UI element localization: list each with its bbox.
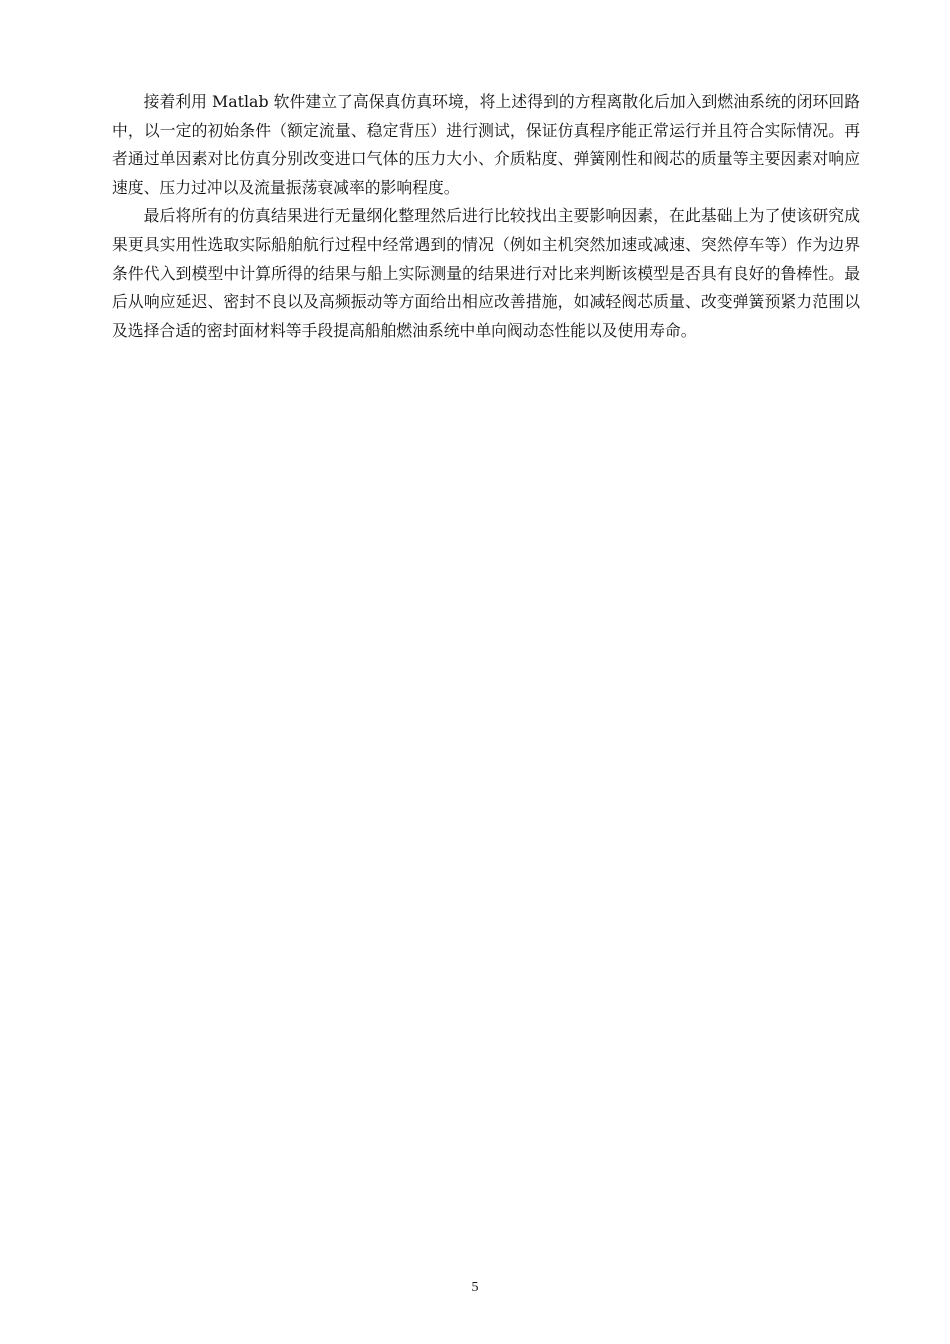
page-number: 5 bbox=[471, 1280, 479, 1295]
paragraph-simulation-setup: 接着利用 Matlab 软件建立了高保真仿真环境，将上述得到的方程离散化后加入到燃油系统的闭环回路中，以一定的初始条件（额定流量、稳定背压）进行测试，保证仿真程序能正常运行并且符合实际情况。再者通过单因素对比仿真分别改变进口气体的压力大小、介质粘度、弹簧刚性和阀芯的质量等主要因素对响应速度、压力过冲以及流量振荡衰减率的影响程度。 bbox=[112, 92, 860, 197]
body-text bbox=[112, 88, 860, 345]
paragraph-results-analysis: 最后将所有的仿真结果进行无量纲化整理然后进行比较找出主要影响因素，在此基础上为了使该研究成果更具实用性选取实际船舶航行过程中经常遇到的情况（例如主机突然加速或减速、突然停车等）作为边界条件代入到模型中计算所得的结果与船上实际测量的结果进行对比来判断该模型是否具有良好的鲁棒性。最后从响应延迟、密封不良以及高频振动等方面给出相应改善措施，如减轻阀芯质量、改变弹簧预紧力范围以及选择合适的密封面材料等手段提高船舶燃油系统中单向阀动态性能以及使用寿命。 bbox=[112, 206, 860, 340]
